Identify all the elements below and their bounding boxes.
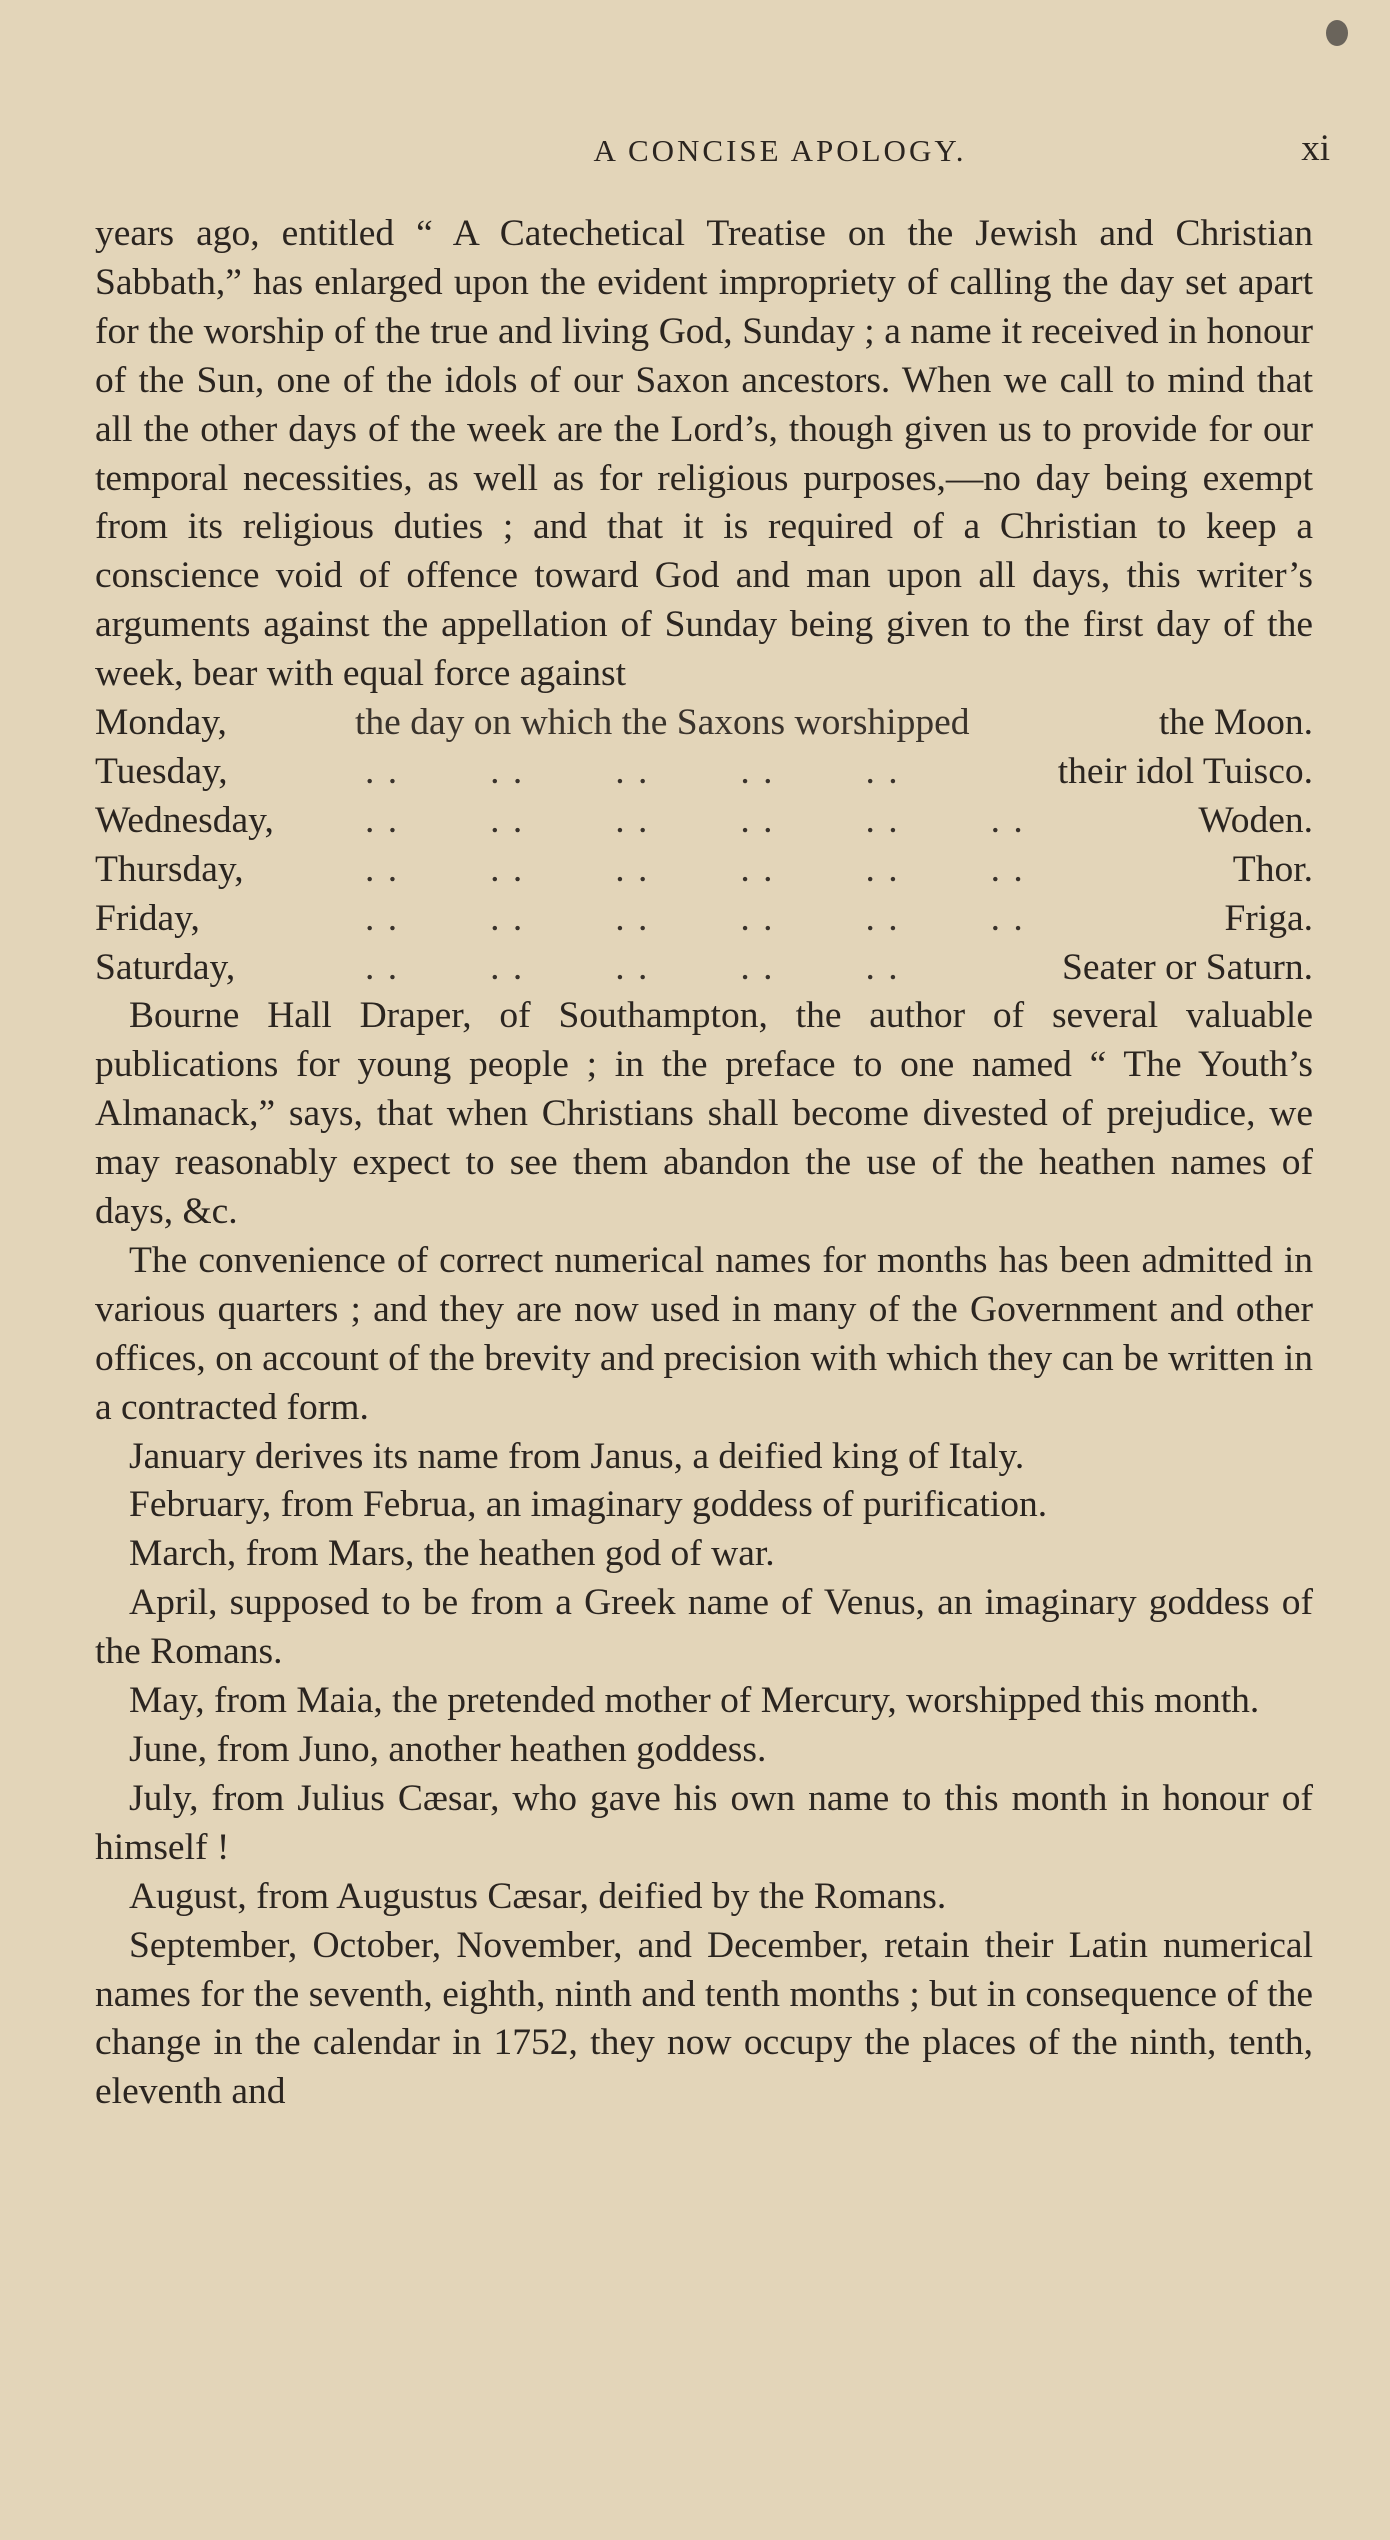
paragraph-april: April, supposed to be from a Greek name of Venus, an imaginary goddess of the Romans. <box>95 1582 1313 1673</box>
weekday-row <box>95 944 1313 993</box>
weekday-name: Thursday, <box>95 848 244 890</box>
weekday-row <box>95 895 1313 944</box>
page-number: xi <box>1301 128 1330 169</box>
weekday-row <box>95 846 1313 895</box>
weekday-row <box>95 699 1313 748</box>
paragraph-august: August, from Augustus Cæsar, deified by the Romans. <box>129 1875 947 1917</box>
weekday-filler: . . . . . . . . . . . . <box>365 799 1025 841</box>
weekday-name: Monday, <box>95 702 227 744</box>
paragraph-march: March, from Mars, the heathen god of war. <box>129 1533 775 1575</box>
paragraph-numerical-names: The convenience of correct numerical names for months has been admitted in various quarters ; and they are now used in many of the Government and other offices, on account of the brevity and precision with which they can be written in a contracted form. <box>95 1239 1313 1428</box>
weekday-list <box>95 699 1313 992</box>
weekday-filler: . . . . . . . . . . <box>365 946 900 988</box>
weekday-name: Friday, <box>95 897 200 939</box>
paragraph-july: July, from Julius Cæsar, who gave his own name to this month in honour of himself ! <box>95 1777 1313 1868</box>
weekday-deity: Woden. <box>1198 799 1313 841</box>
paragraph-september-december: September, October, November, and December, retain their Latin numerical names for the seventh, eighth, ninth and tenth months ; but in consequence of the change in the calendar in 1752, they now occupy the places of the ninth, tenth, eleventh and <box>95 1924 1313 2113</box>
weekday-deity: the Moon. <box>1158 702 1313 744</box>
weekday-deity: Friga. <box>1224 897 1313 939</box>
weekday-deity: their idol Tuisco. <box>1057 750 1313 792</box>
weekday-filler: . . . . . . . . . . . . <box>365 897 1025 939</box>
paragraph-may: May, from Maia, the pretended mother of Mercury, worshipped this month. <box>129 1680 1260 1722</box>
ink-spot <box>1326 20 1348 46</box>
weekday-name: Tuesday, <box>95 750 228 792</box>
paragraph-february: February, from Februa, an imaginary goddess of purification. <box>129 1484 1048 1526</box>
paragraph-january: January derives its name from Janus, a deified king of Italy. <box>129 1435 1025 1477</box>
running-title: A CONCISE APOLOGY. <box>593 133 967 168</box>
intro-paragraph: years ago, entitled “ A Catechetical Treatise on the Jewish and Christian Sabbath,” has enlarged upon the evident impropriety of calling the day set apart for the worship of the true and living God, Sunday ; a name it received in honour of the Sun, one of the idols of our Saxon ancestors. When we call to mind that all the other days of the week are the Lord’s, though given us to provide for our temporal necessities, as well as for religious purposes,—no day being exempt from its religious duties ; and that it is required of a Christian to keep a conscience void of offence toward God and man upon all days, this writer’s arguments against the appellation of Sunday being given to the first day of the week, bear with equal force against <box>95 213 1313 695</box>
weekday-deity: Seater or Saturn. <box>1062 946 1313 988</box>
weekday-filler: . . . . . . . . . . <box>365 750 900 792</box>
weekday-deity: Thor. <box>1232 848 1313 890</box>
weekday-name: Wednesday, <box>95 799 274 841</box>
paragraph-june: June, from Juno, another heathen goddess. <box>129 1729 767 1770</box>
paragraph-draper: Bourne Hall Draper, of Southampton, the author of several valuable publications for young people ; in the preface to one named “ The Youth’s Almanack,” says, that when Christians shall become divested of prejudice, we may reasonably expect to see them abandon the use of the heathen names of days, &c. <box>95 995 1313 1233</box>
body-text <box>95 210 1313 2117</box>
weekday-name: Saturday, <box>95 946 236 988</box>
weekday-filler: the day on which the Saxons worshipped <box>355 702 970 744</box>
weekday-filler: . . . . . . . . . . . . <box>365 848 1025 890</box>
weekday-row <box>95 748 1313 797</box>
weekday-row <box>95 797 1313 846</box>
running-head <box>90 125 1330 175</box>
